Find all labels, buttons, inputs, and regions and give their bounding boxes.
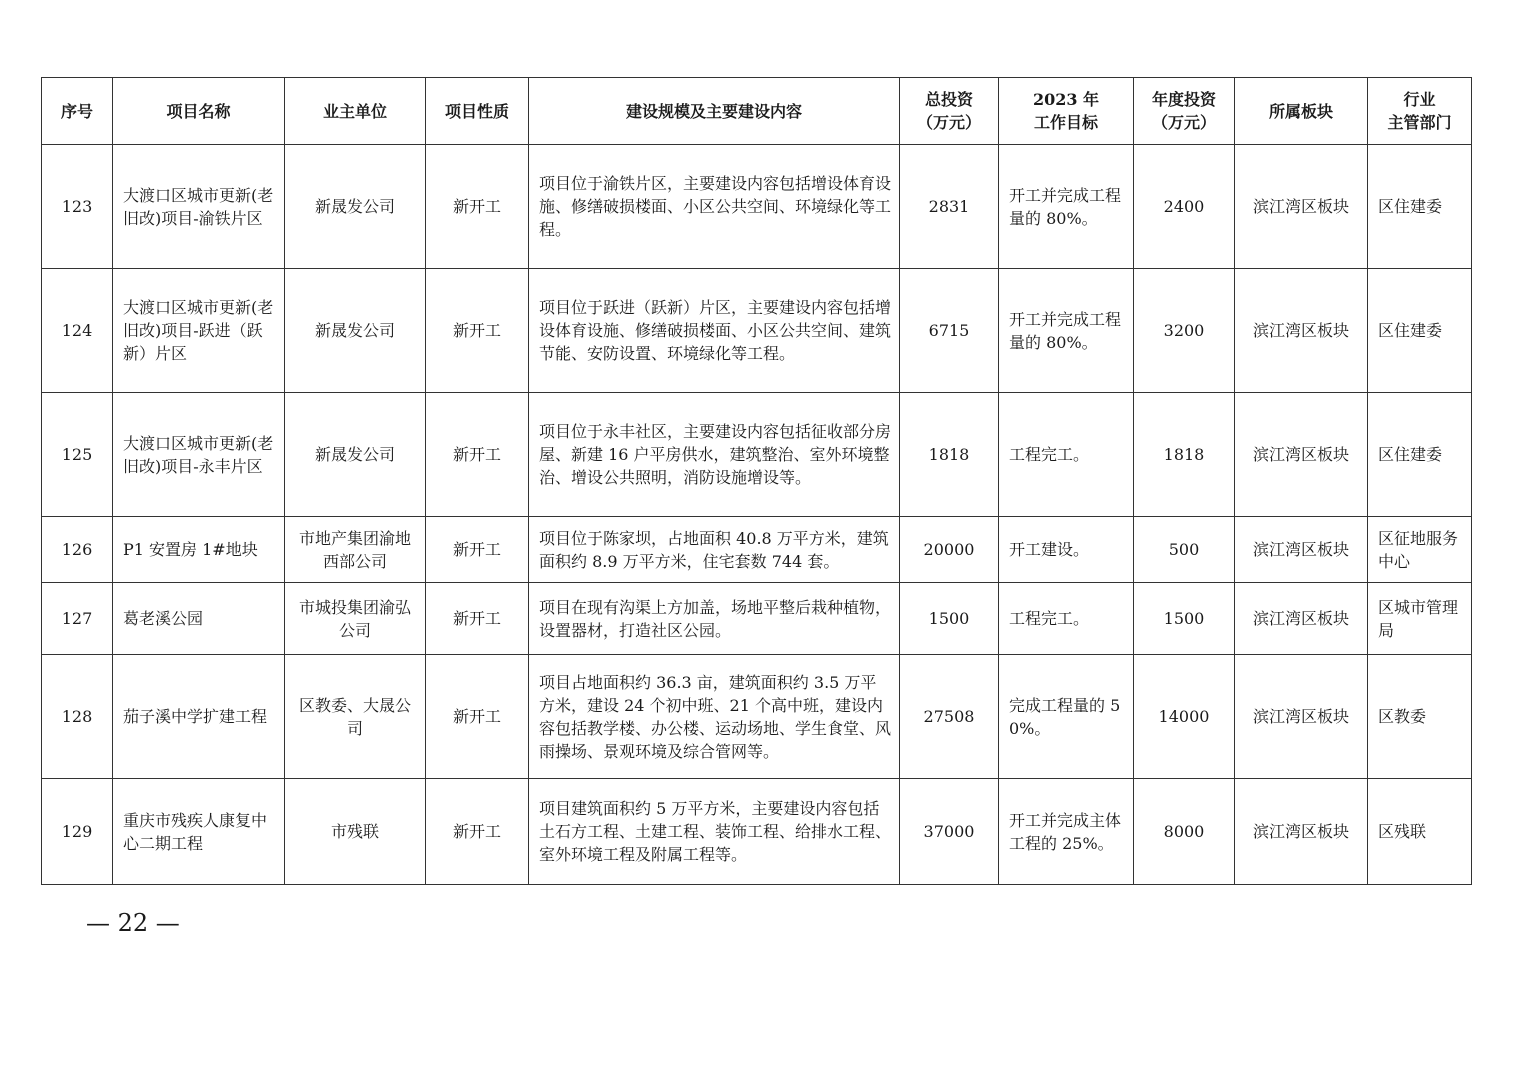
cell-name: 茄子溪中学扩建工程: [113, 655, 285, 779]
table-row: [42, 655, 1472, 779]
cell-content: 项目位于跃进（跃新）片区，主要建设内容包括增设体育设施、修缮破损楼面、小区公共空间、建筑节能、安防设置、环境绿化等工程。: [529, 269, 900, 393]
cell-annual-invest: 14000: [1134, 655, 1235, 779]
table-row: [42, 145, 1472, 269]
header-sector: 所属板块: [1235, 78, 1368, 145]
cell-sector: 滨江湾区板块: [1235, 393, 1368, 517]
table-row: [42, 779, 1472, 885]
project-table-container: [41, 77, 1472, 885]
cell-content: 项目位于渝铁片区，主要建设内容包括增设体育设施、修缮破损楼面、小区公共空间、环境绿化等工程。: [529, 145, 900, 269]
cell-nature: 新开工: [426, 655, 529, 779]
header-name: 项目名称: [113, 78, 285, 145]
cell-name: 大渡口区城市更新(老旧改)项目-跃进（跃新）片区: [113, 269, 285, 393]
cell-nature: 新开工: [426, 779, 529, 885]
cell-goal: 工程完工。: [999, 583, 1134, 655]
cell-goal: 开工建设。: [999, 517, 1134, 583]
cell-owner: 市地产集团渝地西部公司: [285, 517, 426, 583]
cell-total-invest: 2831: [900, 145, 999, 269]
cell-seq: 125: [42, 393, 113, 517]
cell-name: 重庆市残疾人康复中心二期工程: [113, 779, 285, 885]
cell-goal: 开工并完成工程量的 80%。: [999, 269, 1134, 393]
header-annual-invest-line1: 年度投资: [1151, 90, 1216, 109]
table-row: [42, 393, 1472, 517]
header-owner: 业主单位: [285, 78, 426, 145]
page-number: — 22 —: [86, 909, 180, 937]
header-seq: 序号: [42, 78, 113, 145]
cell-goal: 开工并完成主体工程的 25%。: [999, 779, 1134, 885]
cell-seq: 124: [42, 269, 113, 393]
cell-content: 项目占地面积约 36.3 亩，建筑面积约 3.5 万平方米，建设 24 个初中班、21 个高中班，建设内容包括教学楼、办公楼、运动场地、学生食堂、风雨操场、景观环境及综合管网等。: [529, 655, 900, 779]
cell-nature: 新开工: [426, 145, 529, 269]
cell-sector: 滨江湾区板块: [1235, 779, 1368, 885]
cell-dept: 区住建委: [1368, 145, 1472, 269]
header-dept-line1: 行业: [1403, 90, 1436, 109]
cell-total-invest: 27508: [900, 655, 999, 779]
cell-dept: 区城市管理局: [1368, 583, 1472, 655]
cell-dept: 区残联: [1368, 779, 1472, 885]
cell-content: 项目在现有沟渠上方加盖，场地平整后栽种植物，设置器材，打造社区公园。: [529, 583, 900, 655]
cell-annual-invest: 8000: [1134, 779, 1235, 885]
cell-annual-invest: 1500: [1134, 583, 1235, 655]
header-nature: 项目性质: [426, 78, 529, 145]
header-goal: [999, 78, 1134, 145]
header-total-invest-line2: （万元）: [916, 113, 981, 132]
cell-seq: 127: [42, 583, 113, 655]
header-content: 建设规模及主要建设内容: [529, 78, 900, 145]
cell-annual-invest: 1818: [1134, 393, 1235, 517]
cell-seq: 123: [42, 145, 113, 269]
cell-nature: 新开工: [426, 583, 529, 655]
cell-content: 项目位于永丰社区，主要建设内容包括征收部分房屋、新建 16 户平房供水，建筑整治、室外环境整治、增设公共照明，消防设施增设等。: [529, 393, 900, 517]
cell-total-invest: 1500: [900, 583, 999, 655]
cell-nature: 新开工: [426, 393, 529, 517]
cell-nature: 新开工: [426, 517, 529, 583]
cell-goal: 完成工程量的 50%。: [999, 655, 1134, 779]
header-goal-line1: 2023 年: [1032, 90, 1100, 109]
cell-annual-invest: 2400: [1134, 145, 1235, 269]
cell-sector: 滨江湾区板块: [1235, 145, 1368, 269]
cell-sector: 滨江湾区板块: [1235, 583, 1368, 655]
cell-annual-invest: 3200: [1134, 269, 1235, 393]
header-total-invest: [900, 78, 999, 145]
cell-sector: 滨江湾区板块: [1235, 655, 1368, 779]
cell-total-invest: 20000: [900, 517, 999, 583]
cell-owner: 区教委、大晟公司: [285, 655, 426, 779]
table-row: [42, 583, 1472, 655]
cell-total-invest: 6715: [900, 269, 999, 393]
cell-nature: 新开工: [426, 269, 529, 393]
header-goal-line2: 工作目标: [1033, 113, 1098, 132]
cell-name: 大渡口区城市更新(老旧改)项目-永丰片区: [113, 393, 285, 517]
table-row: [42, 517, 1472, 583]
cell-total-invest: 37000: [900, 779, 999, 885]
cell-dept: 区住建委: [1368, 393, 1472, 517]
cell-seq: 126: [42, 517, 113, 583]
cell-dept: 区教委: [1368, 655, 1472, 779]
header-dept: [1368, 78, 1472, 145]
header-annual-invest-line2: （万元）: [1151, 113, 1216, 132]
cell-sector: 滨江湾区板块: [1235, 517, 1368, 583]
cell-name: 大渡口区城市更新(老旧改)项目-渝铁片区: [113, 145, 285, 269]
cell-owner: 新晟发公司: [285, 393, 426, 517]
header-total-invest-line1: 总投资: [924, 90, 973, 109]
cell-seq: 128: [42, 655, 113, 779]
cell-owner: 市残联: [285, 779, 426, 885]
cell-name: 葛老溪公园: [113, 583, 285, 655]
header-dept-line2: 主管部门: [1387, 113, 1452, 132]
cell-content: 项目位于陈家坝，占地面积 40.8 万平方米，建筑面积约 8.9 万平方米，住宅套数 744 套。: [529, 517, 900, 583]
cell-content: 项目建筑面积约 5 万平方米，主要建设内容包括土石方工程、土建工程、装饰工程、给排水工程、室外环境工程及附属工程等。: [529, 779, 900, 885]
cell-seq: 129: [42, 779, 113, 885]
cell-owner: 市城投集团渝弘公司: [285, 583, 426, 655]
cell-name: P1 安置房 1#地块: [113, 517, 285, 583]
table-header-row: [42, 78, 1472, 145]
header-annual-invest: [1134, 78, 1235, 145]
cell-annual-invest: 500: [1134, 517, 1235, 583]
cell-dept: 区住建委: [1368, 269, 1472, 393]
cell-owner: 新晟发公司: [285, 145, 426, 269]
cell-goal: 开工并完成工程量的 80%。: [999, 145, 1134, 269]
cell-sector: 滨江湾区板块: [1235, 269, 1368, 393]
cell-owner: 新晟发公司: [285, 269, 426, 393]
project-table: [41, 77, 1472, 885]
cell-goal: 工程完工。: [999, 393, 1134, 517]
cell-dept: 区征地服务中心: [1368, 517, 1472, 583]
table-row: [42, 269, 1472, 393]
cell-total-invest: 1818: [900, 393, 999, 517]
